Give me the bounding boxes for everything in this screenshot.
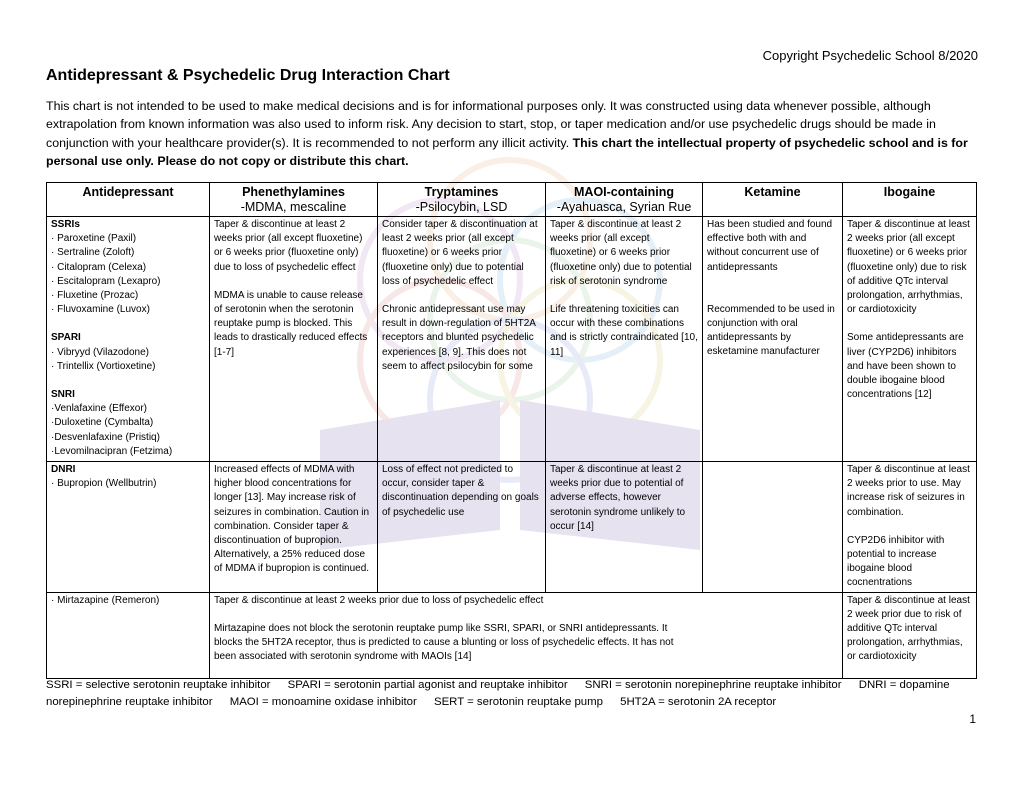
cell-phenethylamines [210, 217, 378, 462]
header-sublabel: -MDMA, mescaline [240, 200, 347, 214]
group-ssri-title: SSRIs [51, 219, 80, 230]
header-ketamine [703, 183, 843, 217]
legend-item: SPARI = serotonin partial agonist and reuptake inhibitor [287, 679, 568, 691]
cell-text: Some antidepressants are liver (CYP2D6) inhibitors and have been shown to double ibogaine blood concentrations [12] [847, 332, 964, 401]
table-row-mirtazapine [47, 592, 977, 678]
cell-text: CYP2D6 inhibitor with potential to increase ibogaine blood cocnentrations [847, 534, 945, 589]
drug-item: · Vibryyd (Vilazodone) [51, 346, 150, 358]
header-row [47, 183, 977, 217]
cell-text: Increased effects of MDMA with higher blood concentrations for longer [13]. May increase risk of seizures in combination. Caution in combination. Consider taper & discontinuation of bupropion. Alternatively, a 25% reduced dose of MDMA if bupropion is continued. [214, 464, 370, 575]
cell-antidepressant-mirtazapine [47, 592, 210, 678]
page-title: Antidepressant & Psychedelic Drug Interaction Chart [46, 67, 450, 84]
cell-tryptamines [378, 462, 546, 593]
legend-item: DNRI = dopamine norepinephrine reuptake inhibitor [46, 679, 950, 708]
drug-item: · Bupropion (Wellbutrin) [51, 478, 157, 490]
cell-ibogaine [843, 592, 977, 678]
drug-item: · Fluxetine (Prozac) [51, 290, 139, 302]
cell-text: Recommended to be used in conjunction with oral antidepressants by esketamine manufacturer [707, 303, 835, 358]
table-row-ssri-spari-snri [47, 217, 977, 462]
cell-ibogaine [843, 217, 977, 462]
copyright-text: Copyright Psychedelic School 8/2020 [762, 48, 978, 63]
drug-item: ·Desvenlafaxine (Pristiq) [51, 431, 160, 443]
legend-item: 5HT2A = serotonin 2A receptor [620, 696, 777, 708]
cell-antidepressant-dnri [47, 462, 210, 593]
cell-text: Taper & discontinue at least 2 weeks prior (all except fluoxetine) or 6 weeks prior (fluoxetine only) due to potential risk of serotonin syndrome [550, 219, 692, 287]
cell-ketamine [703, 217, 843, 462]
drug-item: · Fluvoxamine (Luvox) [51, 304, 150, 316]
header-label: Antidepressant [82, 185, 174, 199]
cell-phenethylamines [210, 462, 378, 593]
drug-item: ·Levomilnacipran (Fetzima) [51, 445, 173, 457]
cell-text: Taper & discontinue at least 2 week prior due to risk of additive QTc interval prolongation, arrhythmias, or cardiotoxicity [847, 594, 970, 663]
header-label: Ibogaine [883, 185, 936, 199]
abbreviation-legend [46, 677, 986, 711]
intro-bold-notice: This chart the intellectual property of psychedelic school and is for personal use only. Please do not copy or distribute this chart. [46, 135, 968, 169]
cell-antidepressant-list [47, 217, 210, 462]
header-tryptamines [378, 183, 546, 217]
cell-text: Taper & discontinue at least 2 weeks prior (all except fluoxetine) or 6 weeks prior (fluoxetine only) due to loss of psychedelic effect [214, 219, 363, 273]
cell-text: Taper & discontinue at least 2 weeks prior due to loss of psychedelic effect [214, 594, 544, 606]
table-row-dnri [47, 462, 977, 593]
cell-text: Life threatening toxicities can occur with these combinations and is strictly contraindicated [10, 11] [550, 304, 698, 358]
header-label: MAOI-containing [574, 185, 674, 199]
drug-item: ·Duloxetine (Cymbalta) [51, 417, 154, 429]
interaction-chart [46, 182, 977, 679]
group-snri-title: SNRI [51, 389, 75, 401]
cell-text: Taper & discontinue at least 2 weeks prior (all except fluoxetine) or 6 weeks prior (fluoxetine only) due to risk of additive QTc interval prolongation, arrhythmias, or cardiotoxicity [847, 219, 970, 316]
drug-item: · Paroxetine (Paxil) [51, 233, 137, 245]
cell-text: Loss of effect not predicted to occur, consider taper & discontinuation depending on goals of psychedelic use [382, 464, 539, 518]
group-spari-title: SPARI [51, 332, 81, 344]
header-label: Ketamine [744, 185, 801, 199]
cell-tryptamines [378, 217, 546, 462]
cell-spanning-note [210, 592, 843, 678]
legend-item: SNRI = serotonin norepinephrine reuptake inhibitor [584, 679, 842, 691]
legend-item: MAOI = monoamine oxidase inhibitor [229, 696, 417, 708]
cell-text: Consider taper & discontinuation at least 2 weeks prior (all except fluoxetine) or 6 weeks prior (fluoxetine only) due to potential loss of psychedelic effect [382, 219, 538, 287]
drug-item: ·Venlafaxine (Effexor) [51, 403, 147, 415]
header-ibogaine [843, 183, 977, 217]
drug-item: · Escitalopram (Lexapro) [51, 275, 161, 287]
cell-ibogaine [843, 462, 977, 593]
drug-item: · Sertraline (Zoloft) [51, 247, 135, 259]
header-antidepressant [47, 183, 210, 217]
header-phenethylamines [210, 183, 378, 217]
legend-item: SSRI = selective serotonin reuptake inhibitor [46, 679, 271, 691]
cell-text: Taper & discontinue at least 2 weeks prior due to potential of adverse effects, however serotonin syndrome unlikely to occur [14] [550, 464, 686, 532]
legend-item: SERT = serotonin reuptake pump [433, 696, 603, 708]
drug-item: · Citalopram (Celexa) [51, 261, 147, 273]
header-label: Tryptamines [424, 185, 499, 199]
intro-text: This chart is not intended to be used to make medical decisions and is for informational purposes only. It was constructed using data whenever possible, although extrapolation from known information was also used to inform risk. Any decision to start, stop, or taper medication and/or use psychedelic drugs should be made in conjunction with your healthcare provider(s). It is recommended to not perform any illicit activity. [46, 99, 936, 150]
cell-text: MDMA is unable to cause release of serotonin when the serotonin reuptake pump is blocked. This leads to drastically reduced effects [1-7] [214, 289, 368, 358]
page-number: 1 [969, 712, 976, 726]
cell-maoi [546, 462, 703, 593]
header-maoi [546, 183, 703, 217]
cell-text: Has been studied and found effective both with and without concurrent use of antidepressants [707, 219, 833, 273]
cell-ketamine [703, 462, 843, 593]
cell-text: Taper & discontinue at least 2 weeks prior to use. May increase risk of seizures in combination. [847, 464, 970, 518]
drug-item: · Mirtazapine (Remeron) [51, 594, 160, 606]
drug-item: · Trintellix (Vortioxetine) [51, 360, 156, 372]
header-label: Phenethylamines [242, 185, 345, 199]
cell-text: Mirtazapine does not block the serotonin reuptake pump like SSRI, SPARI, or SNRI antidepressants. It blocks the 5HT2A receptor, thus is predicted to cause a blunting or loss of psychedelic effects. It has not been associated with serotonin syndrome with MAOIs [14] [214, 622, 674, 663]
cell-text: Chronic antidepressant use may result in down-regulation of 5HT2A receptors and blunted psychedelic experiences [8, 9]. This does not seem to affect psilocybin for some [382, 304, 536, 372]
group-dnri-title: DNRI [51, 464, 76, 475]
header-sublabel: -Psilocybin, LSD [415, 200, 508, 214]
header-sublabel: -Ayahuasca, Syrian Rue [556, 200, 692, 214]
cell-maoi [546, 217, 703, 462]
intro-paragraph [46, 97, 976, 171]
